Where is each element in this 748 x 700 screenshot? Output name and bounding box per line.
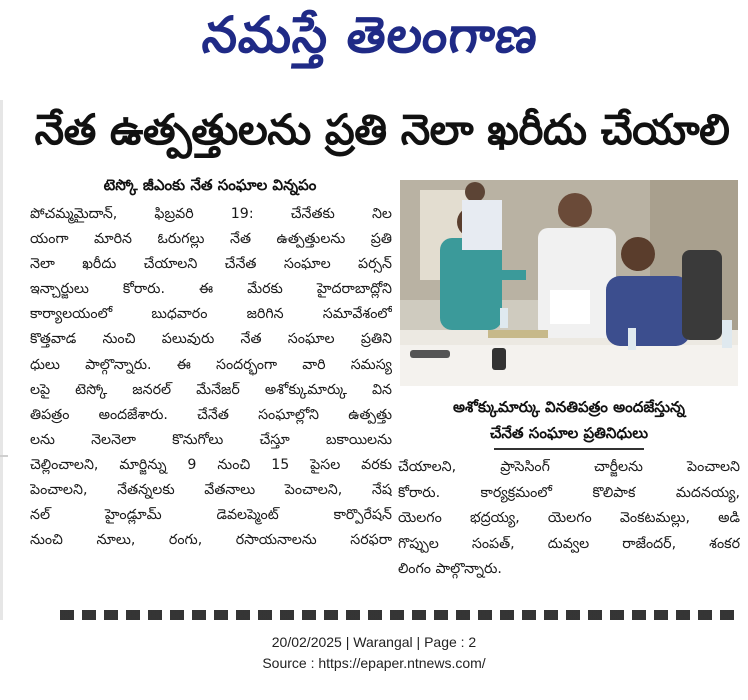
body-line: కొత్తవాడ నుంచి పలువురు నేత సంఘాల ప్రతిని — [30, 331, 392, 348]
article-body-left-column — [30, 202, 392, 553]
body-line: నల్ హైండ్లూమ్ డెవలప్మెంట్ కార్పొరేషన్ — [30, 507, 392, 524]
body-line: చెల్లించాలని, మార్జిన్ను 9 నుంచి 15 పైసల వరకు — [30, 456, 392, 473]
page-footer — [0, 632, 748, 674]
body-line: యెలగం భద్రయ్య, యెలగం వెంకటమల్లు, అడి — [398, 510, 740, 527]
footer-source: Source : https://epaper.ntnews.com/ — [262, 655, 486, 671]
newspaper-masthead — [150, 6, 590, 76]
body-line: కోరారు. కార్యక్రమంలో కొలిపాక మదనయ్య, — [398, 484, 740, 501]
body-line: పోచమ్మమైదాన్, ఫిబ్రవరి 19: చేనేతకు నిల — [30, 206, 392, 222]
masthead-title: నమస్తే తెలంగాణ — [199, 5, 542, 64]
body-line: పెంచాలని, నేతన్నలకు వేతనాలు పెంచాలని, నేష — [30, 482, 392, 499]
body-line: లను నెలనెలా కొనుగోలు చేస్తూ బకాయిలను — [30, 431, 392, 448]
body-line: లింగం పాల్గొన్నారు. — [398, 561, 502, 578]
cropped-next-headline — [60, 606, 740, 620]
body-line: లపై టెస్కో జనరల్ మేనేజర్ అశోక్కుమార్కు విన — [30, 381, 392, 398]
body-line: కార్యాలయంలో బుధవారం జరిగిన సమావేశంలో — [30, 306, 392, 323]
article-headline — [32, 104, 732, 166]
article-subheading: టెస్కో జీఎంకు నేత సంఘాల విన్నపం — [103, 176, 317, 194]
body-line: యంగా మారిన ఓరుగల్లు నేత ఉత్పత్తులను ప్రతి — [30, 231, 392, 248]
headline-text: నేత ఉత్పత్తులను ప్రతి నెలా ఖరీదు చేయాలి — [34, 105, 730, 154]
body-line: గొప్పుల సంపత్, దువ్వల రాజేందర్, శంకర — [398, 535, 740, 552]
body-line: తిపత్రం అందజేశారు. చేనేత సంఘాల్లోని ఉత్పత్తు — [30, 406, 392, 423]
body-line: నుంచి నూలు, రంగు, రసాయనాలను సరఫరా — [30, 532, 392, 549]
caption-line-1: అశోక్కుమార్కు వినతిపత్రం అందజేస్తున్న — [453, 398, 685, 416]
body-line: చేయాలని, ప్రాసెసింగ్ చార్జీలను పెంచాలని — [398, 459, 740, 475]
article-photo — [400, 180, 738, 386]
footer-date-edition: 20/02/2025 | Warangal | Page : 2 — [271, 634, 477, 650]
body-line: ధులు పాల్గొన్నారు. ఈ సందర్భంగా వారి సమస్య — [30, 356, 392, 373]
left-margin-rule — [0, 100, 3, 620]
caption-underline — [494, 448, 644, 450]
photo-caption — [398, 394, 740, 450]
body-line: ఇన్చార్జులు కోరారు. ఈ మేరకు హైదరాబాద్లోని — [30, 281, 392, 298]
body-line: నెలా ఖరీదు చేయాలని చేనేత సంఘాల పర్సన్ — [30, 256, 392, 273]
article-body-right-column — [398, 455, 740, 583]
margin-tick — [0, 455, 8, 457]
caption-line-2: చేనేత సంఘాల ప్రతినిధులు — [489, 424, 649, 442]
meeting-photo-illustration — [400, 180, 738, 386]
